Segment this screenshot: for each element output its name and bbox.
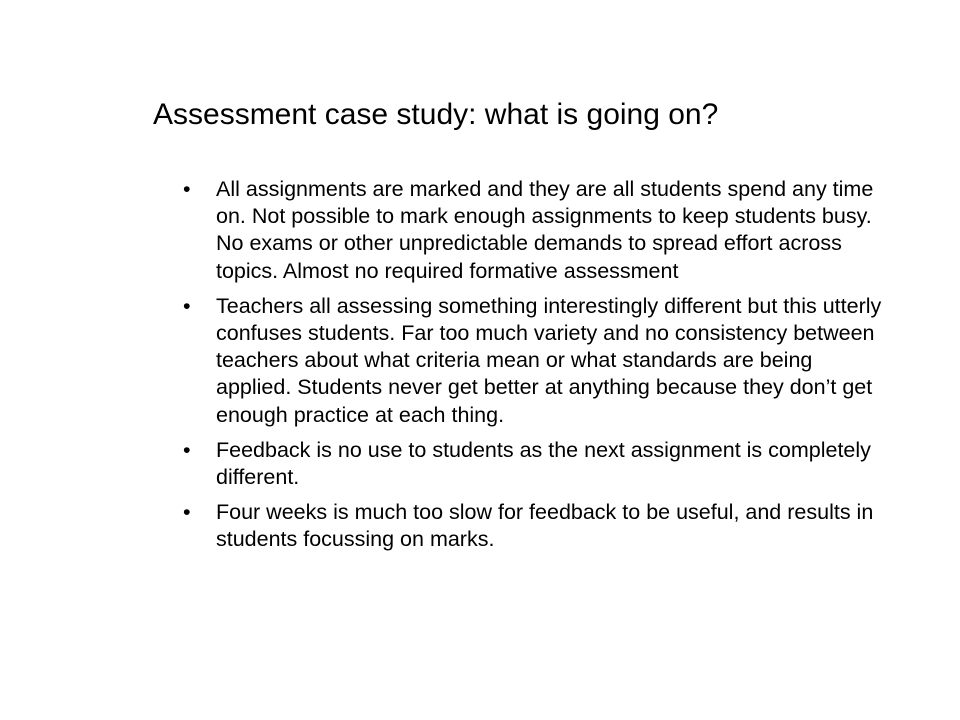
bullet-item — [183, 176, 883, 285]
bullet-text: All assignments are marked and they are all students spend any time on. Not possible to mark enough assignments to keep students busy. No exams or other unpredictable demands to spread effort across topics. Almost no required formative assessment — [216, 177, 874, 283]
bullet-dot-icon: • — [183, 437, 191, 462]
bullet-dot-icon: • — [183, 500, 191, 525]
bullet-dot-icon: • — [183, 177, 191, 201]
bullet-list — [183, 176, 883, 562]
slide-title: Assessment case study: what is going on? — [153, 98, 719, 131]
bullet-text: Teachers all assessing something interestingly different but this utterly confuses students. Far too much variety and no consistency between teachers about what criteria mean or what standards are being applied. Students never get better at anything because they don’t get enough practice at each thing. — [216, 293, 882, 427]
bullet-text: Four weeks is much too slow for feedback to be useful, and results in students focussing on marks. — [216, 500, 874, 552]
bullet-dot-icon: • — [183, 293, 191, 318]
bullet-text: Feedback is no use to students as the next assignment is completely different. — [216, 437, 871, 490]
bullet-item — [183, 499, 883, 553]
bullet-item — [183, 293, 883, 429]
bullet-item — [183, 437, 883, 491]
